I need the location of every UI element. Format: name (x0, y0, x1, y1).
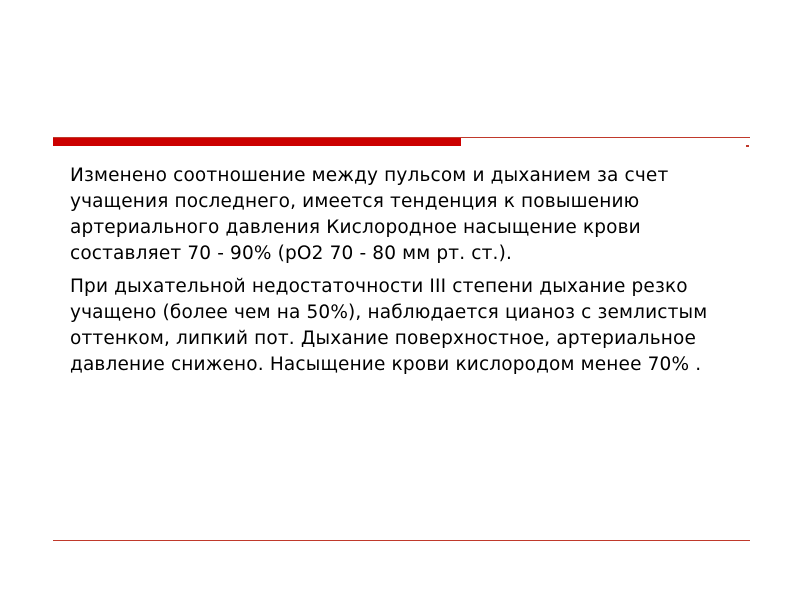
top-divider-accent (53, 138, 461, 146)
paragraph-1: Изменено соотношение между пульсом и дыханием за счет учащения последнего, имеется тенденция к повышению артериального давления Кислородное насыщение крови составляет 70 - 90% (рО2 70 - 80 мм рт. ст.). (70, 165, 669, 264)
slide-body (70, 163, 740, 385)
top-divider-end-mark (746, 145, 749, 147)
paragraph-2: При дыхательной недостаточности III степени дыхание резко учащено (более чем на 50%), наблюдается цианоз с землистым оттенком, липкий пот. Дыхание поверхностное, артериальное давление снижено. Насыщение крови кислородом менее 70% . (70, 276, 708, 375)
bottom-divider (53, 540, 750, 541)
